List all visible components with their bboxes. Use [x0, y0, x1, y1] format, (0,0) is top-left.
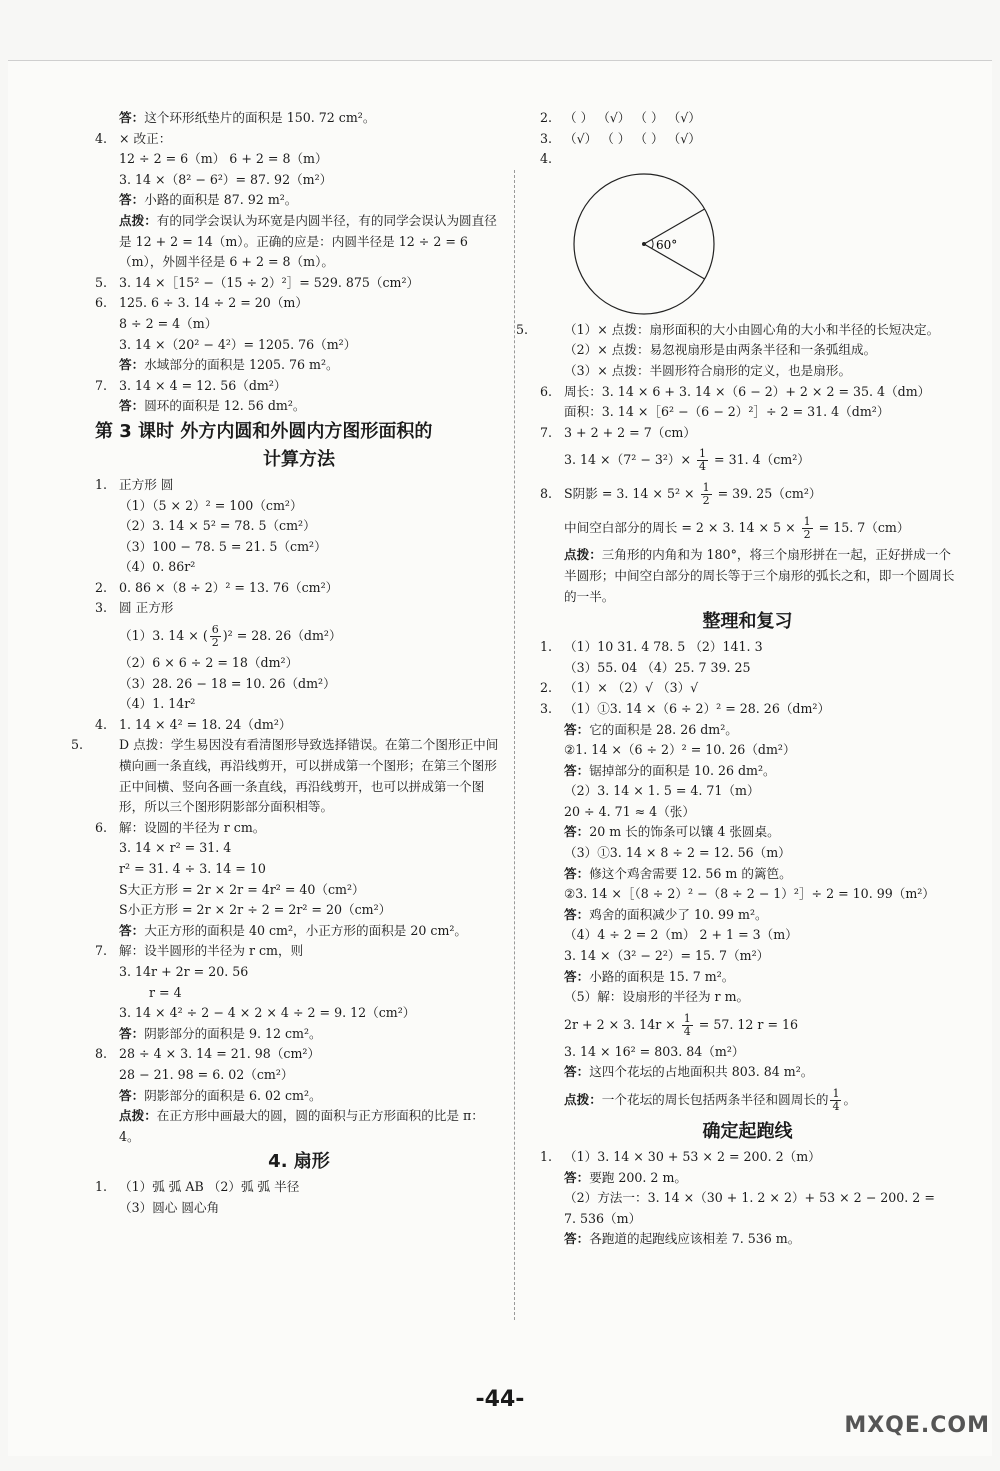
item-number: 6. — [540, 383, 553, 399]
line-text: 20 ÷ 4. 71 ≈ 4（张） — [564, 803, 695, 819]
answer-statement — [540, 761, 955, 782]
line-text: 周长：3. 14 × 6 + 3. 14 ×（6 − 2）+ 2 × 2 = 35. 4（dm） — [564, 383, 931, 399]
answer-line — [95, 129, 503, 150]
answer-label: 答： — [564, 906, 590, 922]
line-text: × 改正： — [119, 130, 172, 146]
hint-label: 点拨： — [564, 1092, 602, 1107]
line-text: （√） （ ） （ ） （√） — [564, 130, 701, 146]
hint-label: 点拨： — [564, 547, 602, 563]
answer-line — [540, 477, 955, 511]
answer-statement — [540, 864, 955, 885]
answer-label: 答： — [119, 192, 145, 208]
answer-label: 答： — [564, 968, 590, 984]
answer-label: 答： — [564, 1169, 590, 1185]
line-text: 20 m 长的饰条可以镶 4 张圆桌。 — [589, 824, 780, 840]
answer-statement — [540, 967, 955, 988]
answer-line — [540, 1209, 955, 1230]
answer-line — [540, 149, 955, 170]
line-text: （5）解：设扇形的半径为 r m。 — [564, 989, 750, 1005]
answer-line — [540, 843, 955, 864]
answer-line — [95, 818, 503, 839]
fraction-denominator: 4 — [683, 1024, 691, 1038]
answer-line — [540, 946, 955, 967]
column-divider — [514, 170, 515, 1320]
answer-statement — [540, 1168, 955, 1189]
line-text: r = 4 — [149, 984, 182, 1000]
line-text: 3. 14 ×（3² − 2²）= 15. 7（m²） — [564, 948, 770, 964]
line-text: S大正方形 = 2r × 2r = 4r² = 40（cm²） — [119, 881, 365, 897]
line-text: （1）3. 14 × 30 + 53 × 2 = 200. 2（m） — [564, 1149, 821, 1164]
answer-label: 答： — [119, 110, 145, 125]
section-heading: 整理和复习 — [702, 611, 793, 633]
section-heading: 确定起跑线 — [702, 1121, 793, 1142]
answer-line — [540, 678, 955, 699]
hint-paragraph — [95, 211, 503, 273]
fraction-denominator: 4 — [699, 460, 707, 474]
answer-statement — [95, 355, 503, 376]
answer-line — [95, 598, 503, 619]
answer-line — [95, 983, 503, 1004]
answer-statement — [540, 1062, 955, 1083]
answer-line — [540, 108, 955, 129]
item-number: 4. — [540, 151, 553, 167]
fraction — [697, 448, 708, 473]
answer-line — [540, 340, 955, 361]
line-text: （3）55. 04 （4）25. 7 39. 25 — [564, 659, 751, 675]
answer-line — [95, 537, 503, 558]
item-number: 3. — [95, 600, 108, 616]
answer-line — [540, 1188, 955, 1209]
answer-label: 答： — [119, 1087, 145, 1103]
answer-line — [540, 781, 955, 802]
line-text: ②1. 14 ×（6 ÷ 2）² = 10. 26（dm²） — [564, 742, 796, 758]
line-text: 3. 14r + 2r = 20. 56 — [119, 963, 249, 979]
answer-line — [95, 557, 503, 578]
line-text: （1）× （2）√ （3）√ — [564, 680, 699, 696]
line-text: 3. 14 × 4 = 12. 56（dm²） — [119, 377, 287, 393]
item-number: 6. — [95, 819, 108, 835]
angle-arc — [652, 239, 653, 248]
answer-label: 答： — [564, 1064, 590, 1080]
item-number: 5. — [71, 737, 84, 753]
answer-line — [95, 859, 503, 880]
item-number: 4. — [95, 716, 108, 732]
fraction — [830, 1088, 841, 1113]
line-text: 7. 536（m） — [564, 1210, 642, 1226]
line-text: （3）× 点拨：半圆形符合扇形的定义，也是扇形。 — [564, 362, 852, 378]
line-text: （1）3. 14 × — [119, 628, 203, 644]
line-text: （4）4 ÷ 2 = 2（m） 2 + 1 = 3（m） — [564, 927, 798, 943]
answer-line — [95, 1044, 503, 1065]
answer-statement — [540, 822, 955, 843]
line-text: 中间空白部分的周长 = 2 × 3. 14 × 5 × — [564, 520, 800, 536]
fraction — [802, 516, 813, 541]
answer-line — [540, 511, 955, 545]
hint-paragraph — [95, 1106, 503, 1147]
answer-line — [95, 1198, 503, 1219]
line-text: 3. 14 ×［15² −（15 ÷ 2）²］= 529. 875（cm²） — [119, 274, 420, 290]
answer-line — [95, 838, 503, 859]
hint-paragraph — [540, 545, 955, 607]
item-number: 3. — [540, 700, 553, 716]
fraction-numerator: 1 — [699, 447, 707, 461]
answer-line — [540, 987, 955, 1008]
answer-line — [540, 129, 955, 150]
line-text: （3）①3. 14 × 8 ÷ 2 = 12. 56（m） — [564, 845, 791, 861]
fraction-numerator: 1 — [702, 481, 710, 495]
item-number: 1. — [95, 1179, 108, 1195]
watermark-logo: MXQE.COM — [844, 1413, 990, 1438]
left-column — [71, 108, 503, 1219]
answer-line — [95, 496, 503, 517]
line-text: 大正方形的面积是 40 cm²，小正方形的面积是 20 cm²。 — [144, 922, 468, 938]
page-number: -44- — [475, 1387, 525, 1412]
line-text: ² = 28. 26（dm²） — [227, 628, 342, 644]
line-text: 圆环的面积是 12. 56 dm²。 — [144, 398, 306, 414]
answer-statement — [95, 1086, 503, 1107]
fraction-numerator: 6 — [211, 623, 219, 637]
answer-line — [95, 293, 503, 314]
line-text: （1）弧 弧 AB （2）弧 弧 半径 — [119, 1179, 300, 1195]
line-text: 小路的面积是 87. 92 m²。 — [144, 192, 298, 208]
answer-line — [540, 402, 955, 423]
answer-line — [540, 1008, 955, 1042]
line-text: 这个环形纸垫片的面积是 150. 72 cm²。 — [144, 110, 376, 125]
answer-statement — [95, 108, 503, 129]
line-text: 3. 14 ×（8² − 6²）= 87. 92（m²） — [119, 171, 333, 187]
line-text: 圆 正方形 — [119, 600, 174, 616]
line-text: 。 — [843, 1092, 857, 1107]
answer-line — [95, 1065, 503, 1086]
answer-statement — [95, 1024, 503, 1045]
line-text: 这四个花坛的占地面积共 803. 84 m²。 — [589, 1064, 814, 1080]
angle-label: 60° — [656, 237, 678, 252]
fraction — [682, 1013, 693, 1038]
answer-statement — [540, 905, 955, 926]
answer-line — [95, 880, 503, 901]
line-text: 有的同学会误认为环宽是内圆半径，有的同学会误认为圆直径是 12 + 2 = 14（m）。正确的应是：内圆半径是 12 ÷ 2 = 6（m），外圆半径是 6 + 2 = 8（m）。 — [119, 212, 497, 270]
answer-line — [95, 314, 503, 335]
line-text: r² = 31. 4 ÷ 3. 14 = 10 — [119, 861, 266, 876]
line-text: 2r + 2 × 3. 14r × — [564, 1016, 680, 1032]
line-text: 解：设半圆形的半径为 r cm，则 — [119, 943, 304, 959]
answer-line — [540, 423, 955, 444]
answer-line — [95, 674, 503, 695]
answer-statement — [540, 720, 955, 741]
line-text: 小路的面积是 15. 7 m²。 — [589, 968, 735, 984]
line-text: = 15. 7（cm） — [814, 520, 910, 536]
line-text: （2）6 × 6 ÷ 2 = 18（dm²） — [119, 655, 299, 671]
answer-label: 答： — [564, 824, 590, 840]
line-text: 3. 14 × r² = 31. 4 — [119, 840, 232, 856]
item-number: 5. — [516, 321, 529, 337]
line-text: 各跑道的起跑线应该相差 7. 536 m。 — [589, 1231, 801, 1247]
item-number: 2. — [540, 680, 553, 696]
line-text: （2）× 点拨：易忽视扇形是由两条半径和一条弧组成。 — [564, 342, 877, 358]
line-text: S阴影 = 3. 14 × 5² × — [564, 486, 699, 502]
line-text: 修这个鸡舍需要 12. 56 m 的篱笆。 — [589, 865, 792, 881]
answer-label: 答： — [119, 398, 145, 414]
line-text: 125. 6 ÷ 3. 14 ÷ 2 = 20（m） — [119, 295, 308, 311]
hint-label: 答： — [119, 922, 145, 938]
item-number: 6. — [95, 295, 108, 311]
line-text: 正方形 圆 — [119, 476, 174, 492]
item-number: 5. — [95, 274, 108, 290]
line-text: （3）圆心 圆心角 — [119, 1199, 220, 1215]
answer-label: 答： — [564, 762, 590, 778]
line-text: 阴影部分的面积是 9. 12 cm²。 — [144, 1025, 322, 1041]
answer-line — [95, 1003, 503, 1024]
line-text: 3. 14 × 16² = 803. 84（m²） — [564, 1043, 745, 1059]
answer-line — [95, 376, 503, 397]
answer-line — [95, 962, 503, 983]
fraction-numerator: 1 — [683, 1011, 691, 1025]
line-text: （2）3. 14 × 1. 5 = 4. 71（m） — [564, 783, 760, 799]
answer-line — [95, 941, 503, 962]
line-text: （1）（5 × 2）² = 100（cm²） — [119, 497, 303, 513]
section-heading-continued: 计算方法 — [263, 448, 335, 470]
answer-line — [95, 694, 503, 715]
line-text: 12 ÷ 2 = 6（m） 6 + 2 = 8（m） — [119, 151, 328, 167]
fraction-denominator: 2 — [211, 636, 219, 650]
line-text: = 57. 12 r = 16 — [694, 1016, 799, 1032]
answer-line — [540, 382, 955, 403]
item-number: 8. — [95, 1046, 108, 1062]
answer-line — [540, 884, 955, 905]
answer-line — [540, 637, 955, 658]
paren-open: ( — [202, 628, 208, 644]
answer-line — [95, 619, 503, 653]
item-number: 7. — [95, 377, 108, 393]
line-text: 28 − 21. 98 = 6. 02（cm²） — [119, 1066, 294, 1082]
line-text: （3）100 − 78. 5 = 21. 5（cm²） — [119, 538, 327, 554]
answer-label: 答： — [564, 721, 590, 737]
answer-line — [540, 443, 955, 477]
answer-statement — [540, 1229, 955, 1250]
item-number: 7. — [95, 943, 108, 959]
line-text: （4）1. 14r² — [119, 696, 196, 712]
item-number: 1. — [540, 639, 553, 655]
line-text: 它的面积是 28. 26 dm²。 — [589, 721, 738, 737]
section-heading: 第 3 课时 外方内圆和外圆内方图形面积的 — [95, 420, 433, 442]
answer-paragraph — [516, 320, 955, 341]
line-text: （3）28. 26 − 18 = 10. 26（dm²） — [119, 675, 336, 691]
answer-statement — [95, 396, 503, 417]
fraction-denominator: 4 — [832, 1100, 840, 1113]
item-number: 2. — [95, 579, 108, 595]
fraction — [210, 624, 221, 649]
answer-line — [95, 335, 503, 356]
answer-line — [95, 273, 503, 294]
line-text: （2）方法一：3. 14 ×（30 + 1. 2 × 2）+ 53 × 2 − 200. 2 = — [564, 1190, 935, 1206]
answer-line — [540, 658, 955, 679]
line-text: 水域部分的面积是 1205. 76 m²。 — [144, 357, 339, 373]
answer-line — [95, 170, 503, 191]
hint-label: 点拨： — [119, 1108, 157, 1124]
answer-label: 答： — [564, 865, 590, 881]
circle-sector-figure — [562, 170, 732, 320]
line-text: 鸡舍的面积减少了 10. 99 m²。 — [589, 906, 768, 922]
line-text: 1. 14 × 4² = 18. 24（dm²） — [119, 716, 292, 732]
line-text: （2）3. 14 × 5² = 78. 5（cm²） — [119, 518, 316, 534]
hint-paragraph — [540, 1083, 955, 1117]
answer-line — [95, 653, 503, 674]
line-text: 3. 14 ×（7² − 3²）× — [564, 452, 696, 468]
answer-line — [540, 925, 955, 946]
circle-center — [642, 242, 646, 246]
item-number: 8. — [540, 486, 553, 502]
line-text: 锯掉部分的面积是 10. 26 dm²。 — [589, 762, 776, 778]
answer-label: 答： — [119, 357, 145, 373]
section-heading: 4. 扇形 — [268, 1151, 330, 1173]
line-text: 0. 86 ×（8 ÷ 2）² = 13. 76（cm²） — [119, 579, 339, 595]
answer-line — [540, 361, 955, 382]
answer-line — [540, 802, 955, 823]
answer-line — [540, 699, 955, 720]
line-text: （1）①3. 14 ×（6 ÷ 2）² = 28. 26（dm²） — [564, 700, 831, 716]
line-text: 解：设圆的半径为 r cm。 — [119, 819, 266, 835]
line-text: 面积：3. 14 ×［6² −（6 − 2）²］÷ 2 = 31. 4（dm²） — [564, 404, 890, 420]
line-text: 28 ÷ 4 × 3. 14 = 21. 98（cm²） — [119, 1046, 321, 1062]
answer-line — [540, 1042, 955, 1063]
line-text: （1）10 31. 4 78. 5 （2）141. 3 — [564, 639, 763, 655]
line-text: 3 + 2 + 2 = 7（cm） — [564, 424, 696, 440]
answer-line — [95, 1177, 503, 1198]
answer-statement — [95, 190, 503, 211]
fraction-denominator: 2 — [702, 494, 710, 508]
item-number: 3. — [540, 130, 553, 146]
line-text: 三角形的内角和为 180°，将三个扇形拼在一起，正好拼成一个半圆形；中间空白部分的周长等于三个扇形的弧长之和，即一个圆周长的一半。 — [564, 547, 955, 604]
line-text: D 点拨：学生易因没有看清图形导致选择错误。在第二个图形正中间横向画一条直线，再沿线剪开，可以拼成第一个图形；在第三个图形正中间横、竖向各画一条直线，再沿线剪开，也可以拼成第一个图形，所以三个图形阴影部分面积相等。 — [119, 737, 499, 815]
hint-paragraph — [95, 921, 503, 942]
line-text: （1）× 点拨：扇形面积的大小由圆心角的大小和半径的长短决定。 — [564, 321, 940, 337]
sector-diagram — [540, 170, 955, 320]
fraction-denominator: 2 — [803, 528, 811, 542]
item-number: 4. — [95, 130, 108, 146]
line-text: 一个花坛的周长包括两条半径和圆周长的 — [601, 1092, 829, 1107]
answer-label: 答： — [119, 1025, 145, 1041]
paren-close: ) — [222, 628, 228, 644]
line-text: ②3. 14 ×［（8 ÷ 2）² −（8 ÷ 2 − 1）²］÷ 2 = 10. 99（m²） — [564, 886, 935, 902]
item-number: 1. — [540, 1149, 553, 1164]
line-text: 阴影部分的面积是 6. 02 cm²。 — [144, 1087, 322, 1103]
item-number: 2. — [540, 110, 553, 125]
answer-line — [95, 516, 503, 537]
answer-line — [540, 740, 955, 761]
line-text: = 31. 4（cm²） — [710, 452, 810, 468]
item-number: 7. — [540, 424, 553, 440]
hint-label: 点拨： — [119, 212, 157, 228]
line-text: （4）0. 86r² — [119, 559, 196, 575]
right-column — [516, 108, 955, 1250]
line-text: 8 ÷ 2 = 4（m） — [119, 315, 218, 331]
line-text: = 39. 25（cm²） — [713, 486, 822, 502]
fraction-numerator: 1 — [832, 1087, 840, 1100]
line-text: 要跑 200. 2 m。 — [589, 1169, 687, 1185]
line-text: 3. 14 × 4² ÷ 2 − 4 × 2 × 4 ÷ 2 = 9. 12（cm²） — [119, 1005, 416, 1021]
fraction-numerator: 1 — [803, 515, 811, 529]
item-number: 1. — [95, 476, 108, 492]
answer-label: 答： — [564, 1231, 590, 1247]
answer-line — [95, 900, 503, 921]
fraction — [701, 482, 712, 507]
answer-line — [540, 1147, 955, 1168]
answer-line — [95, 149, 503, 170]
answer-line — [95, 715, 503, 736]
answer-paragraph — [71, 735, 503, 817]
answer-line — [95, 475, 503, 496]
line-text: S小正方形 = 2r × 2r ÷ 2 = 2r² = 20（cm²） — [119, 902, 392, 918]
answer-line — [95, 578, 503, 599]
line-text: （ ） （√） （ ） （√） — [564, 110, 701, 125]
line-text: 3. 14 ×（20² − 4²）= 1205. 76（m²） — [119, 336, 357, 352]
line-text: 在正方形中画最大的圆，圆的面积与正方形面积的比是 π：4。 — [119, 1108, 484, 1144]
